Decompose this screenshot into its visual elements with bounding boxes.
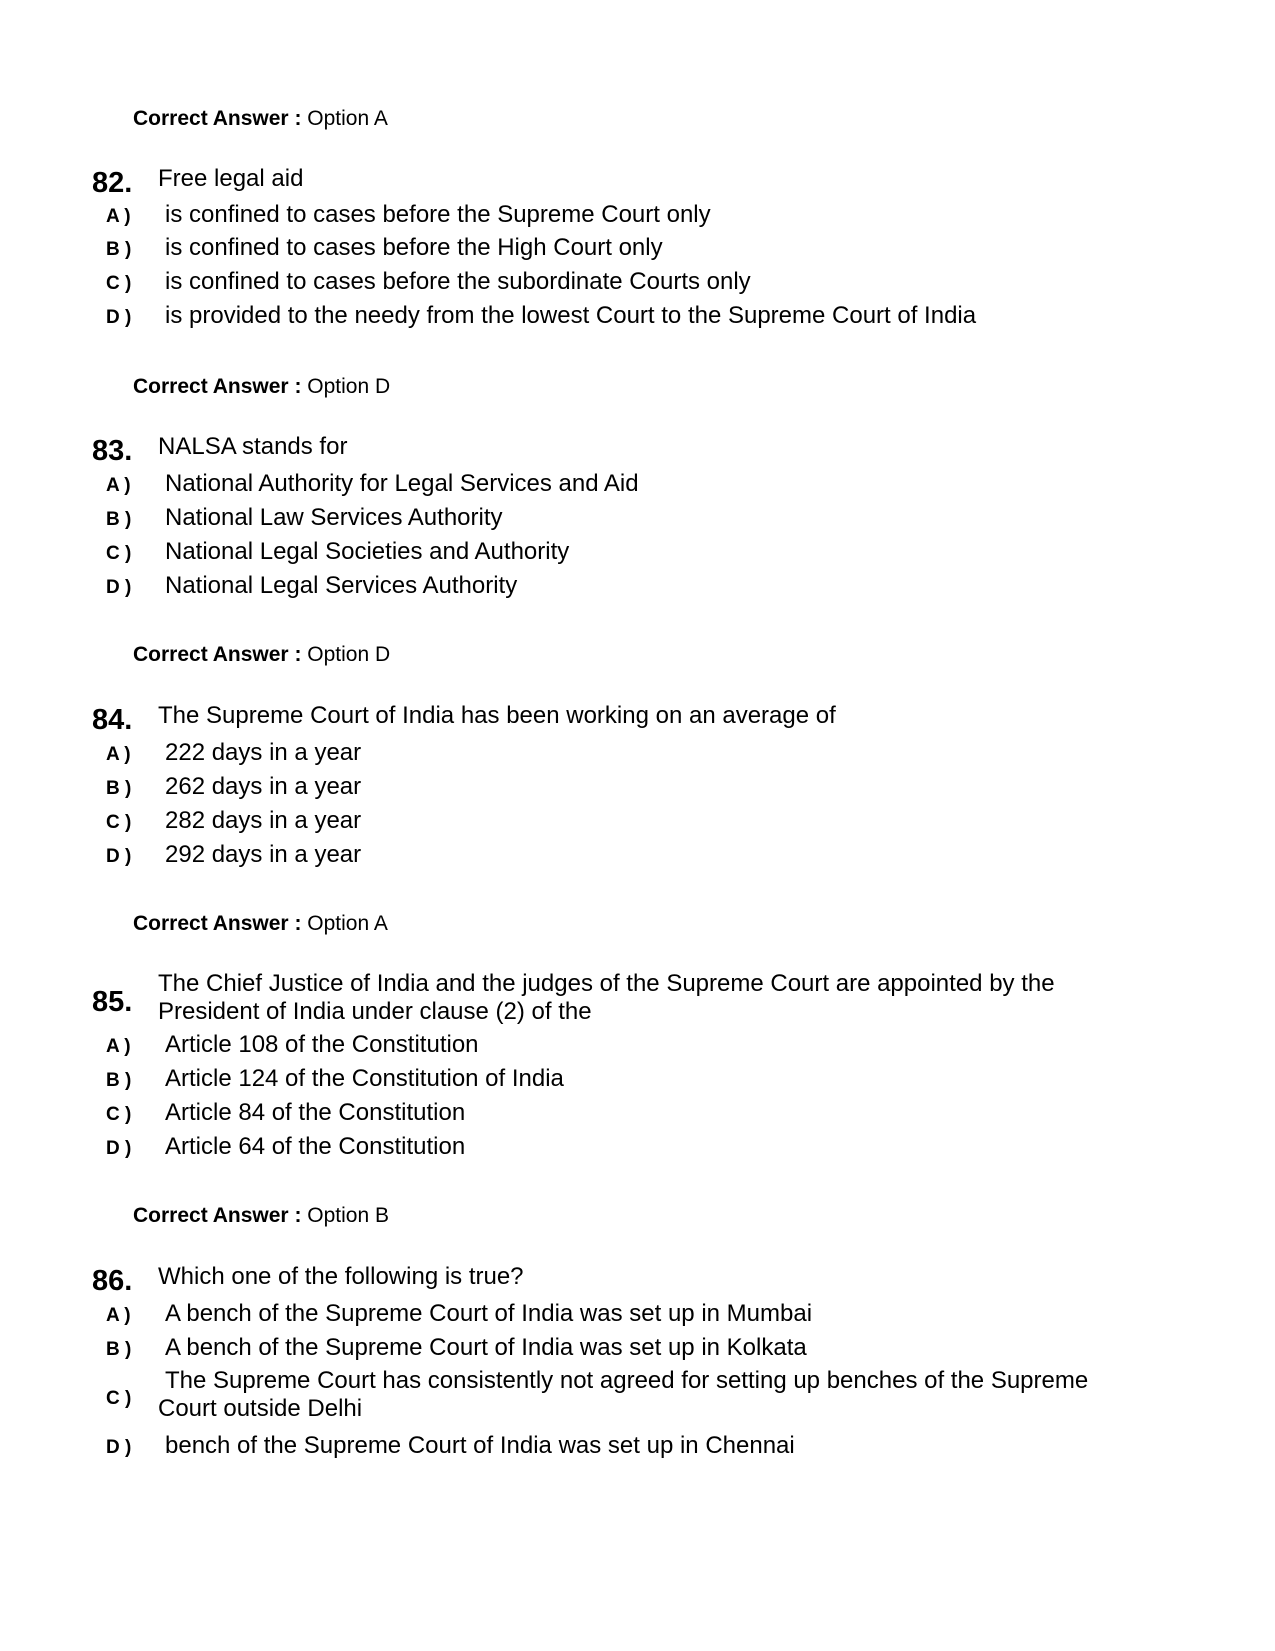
option-text: is confined to cases before the subordinate Courts only <box>165 268 751 295</box>
option-label: A ) <box>106 1036 131 1057</box>
correct-answer-83 <box>133 643 390 667</box>
correct-answer-prefix: Correct Answer : <box>133 643 302 666</box>
option-label: D ) <box>106 307 132 328</box>
option-text: A bench of the Supreme Court of India was set up in Kolkata <box>165 1334 807 1361</box>
option-label: B ) <box>106 778 132 799</box>
option-label: C ) <box>106 812 132 833</box>
question-text: Which one of the following is true? <box>158 1263 524 1290</box>
option-text: Article 64 of the Constitution <box>165 1133 466 1160</box>
option-label: C ) <box>106 1388 132 1409</box>
question-number: 82. <box>92 167 133 199</box>
option-text: 292 days in a year <box>165 841 362 868</box>
correct-answer-81 <box>133 107 388 131</box>
option-text: 222 days in a year <box>165 739 362 766</box>
correct-answer-prefix: Correct Answer : <box>133 1204 302 1227</box>
option-text: National Law Services Authority <box>165 504 503 531</box>
option-label: D ) <box>106 577 132 598</box>
correct-answer-value: Option A <box>307 107 388 130</box>
question-number: 83. <box>92 435 133 467</box>
option-label: A ) <box>106 206 131 227</box>
option-text: is confined to cases before the High Court only <box>165 234 663 261</box>
option-label: A ) <box>106 1305 131 1326</box>
correct-answer-value: Option D <box>307 375 391 398</box>
option-text: The Supreme Court has consistently not agreed for setting up benches of the Supreme Court outside Delhi <box>158 1367 1089 1422</box>
correct-answer-value: Option D <box>307 643 391 666</box>
option-text: is provided to the needy from the lowest Court to the Supreme Court of India <box>165 302 977 329</box>
option-label: D ) <box>106 1138 132 1159</box>
option-label: B ) <box>106 509 132 530</box>
correct-answer-85 <box>133 1204 389 1228</box>
option-text: National Authority for Legal Services and Aid <box>165 470 639 497</box>
option-label: A ) <box>106 475 131 496</box>
option-text: bench of the Supreme Court of India was set up in Chennai <box>165 1432 795 1459</box>
option-label: B ) <box>106 239 132 260</box>
correct-answer-82 <box>133 375 390 399</box>
question-number: 84. <box>92 704 133 736</box>
option-text: National Legal Services Authority <box>165 572 518 599</box>
option-label: D ) <box>106 1437 132 1458</box>
option-text: Article 84 of the Constitution <box>165 1099 466 1126</box>
correct-answer-value: Option B <box>307 1204 389 1227</box>
correct-answer-prefix: Correct Answer : <box>133 912 302 935</box>
correct-answer-prefix: Correct Answer : <box>133 375 302 398</box>
option-text: A bench of the Supreme Court of India was set up in Mumbai <box>165 1300 813 1327</box>
option-label: D ) <box>106 846 132 867</box>
question-text: NALSA stands for <box>158 433 348 460</box>
question-text: The Chief Justice of India and the judges of the Supreme Court are appointed by the President of India under clause (2) of the <box>158 970 1055 1025</box>
option-text: 282 days in a year <box>165 807 362 834</box>
correct-answer-84 <box>133 912 388 936</box>
correct-answer-prefix: Correct Answer : <box>133 107 302 130</box>
option-label: C ) <box>106 543 132 564</box>
option-label: B ) <box>106 1339 132 1360</box>
option-label: A ) <box>106 744 131 765</box>
question-number: 85. <box>92 986 133 1018</box>
option-text: 262 days in a year <box>165 773 362 800</box>
option-text: is confined to cases before the Supreme Court only <box>165 201 711 228</box>
question-text: Free legal aid <box>158 165 304 192</box>
option-label: C ) <box>106 273 132 294</box>
option-text: Article 108 of the Constitution <box>165 1031 479 1058</box>
question-number: 86. <box>92 1265 133 1297</box>
option-text: Article 124 of the Constitution of India <box>165 1065 564 1092</box>
question-text: The Supreme Court of India has been working on an average of <box>158 702 836 729</box>
correct-answer-value: Option A <box>307 912 388 935</box>
option-text: National Legal Societies and Authority <box>165 538 570 565</box>
option-label: B ) <box>106 1070 132 1091</box>
option-label: C ) <box>106 1104 132 1125</box>
